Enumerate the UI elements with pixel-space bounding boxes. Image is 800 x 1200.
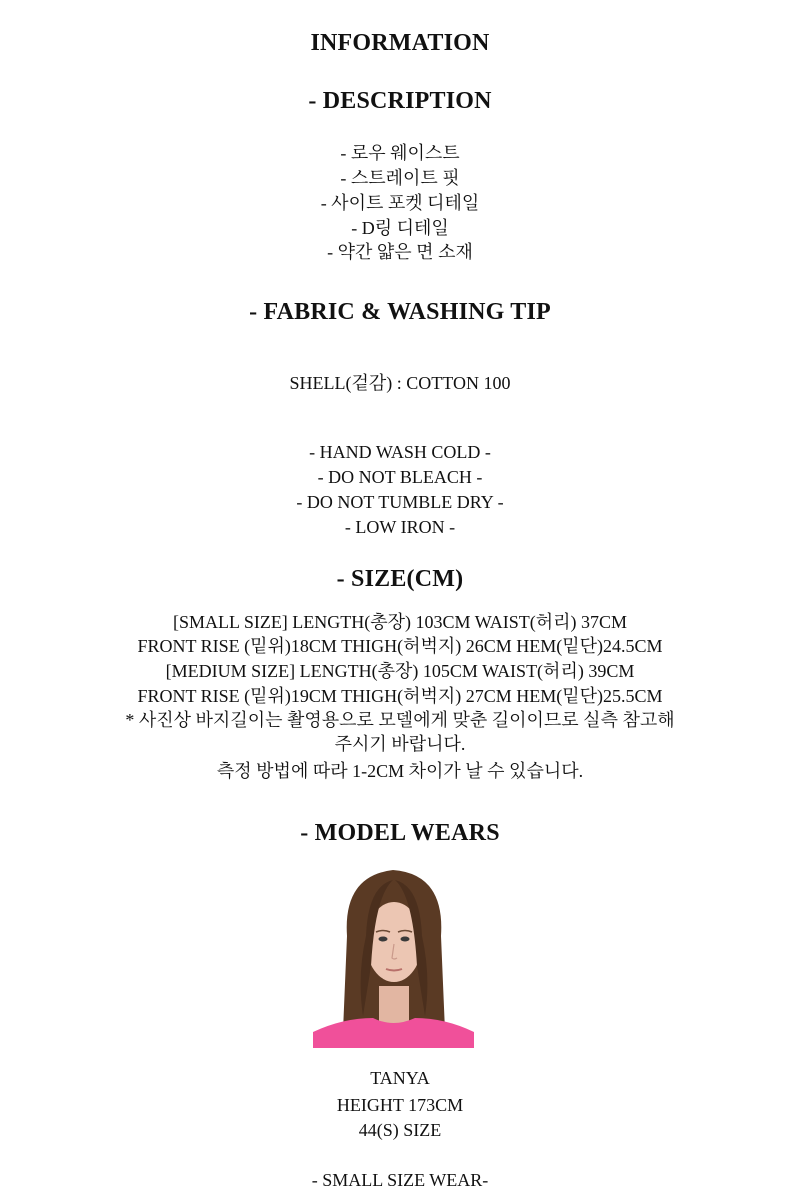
model-size: 44(S) SIZE (358, 1120, 442, 1140)
description-item: - D링 디테일 (351, 218, 449, 238)
size-line: FRONT RISE (밑위)18CM THIGH(허벅지) 26CM HEM(밑단)24.5CM (137, 636, 663, 656)
size-line: [MEDIUM SIZE] LENGTH(총장) 105CM WAIST(허리) 39CM (165, 661, 635, 681)
fabric-shell: SHELL(겉감) : COTTON 100 (289, 373, 511, 393)
care-instruction: - LOW IRON - (344, 517, 456, 537)
model-name: TANYA (370, 1068, 430, 1088)
fabric-heading: - FABRIC & WASHING TIP (249, 299, 551, 325)
size-line: [SMALL SIZE] LENGTH(총장) 103CM WAIST(허리) 37CM (172, 612, 628, 632)
size-note: 주시기 바랍니다. (334, 734, 466, 754)
description-item: - 로우 웨이스트 (340, 143, 460, 163)
description-item: - 약간 얇은 면 소재 (327, 242, 473, 262)
model-height: HEIGHT 173CM (336, 1095, 464, 1115)
care-instruction: - HAND WASH COLD - (309, 442, 491, 462)
care-instruction: - DO NOT TUMBLE DRY - (296, 492, 504, 512)
model-photo (313, 866, 474, 1048)
page-title: INFORMATION (310, 30, 490, 56)
description-item: - 스트레이트 핏 (340, 168, 460, 188)
care-instruction: - DO NOT BLEACH - (317, 467, 483, 487)
model-wear-size: - SMALL SIZE WEAR- (311, 1170, 489, 1190)
description-heading: - DESCRIPTION (308, 88, 492, 114)
model-heading: - MODEL WEARS (300, 820, 500, 846)
size-heading: - SIZE(CM) (336, 566, 464, 592)
size-line: FRONT RISE (밑위)19CM THIGH(허벅지) 27CM HEM(밑단)25.5CM (137, 686, 663, 706)
description-item: - 사이트 포켓 디테일 (320, 193, 480, 213)
size-note: 측정 방법에 따라 1-2CM 차이가 날 수 있습니다. (216, 761, 584, 781)
size-note: * 사진상 바지길이는 촬영용으로 모델에게 맞춘 길이이므로 실측 참고해 (125, 710, 675, 730)
